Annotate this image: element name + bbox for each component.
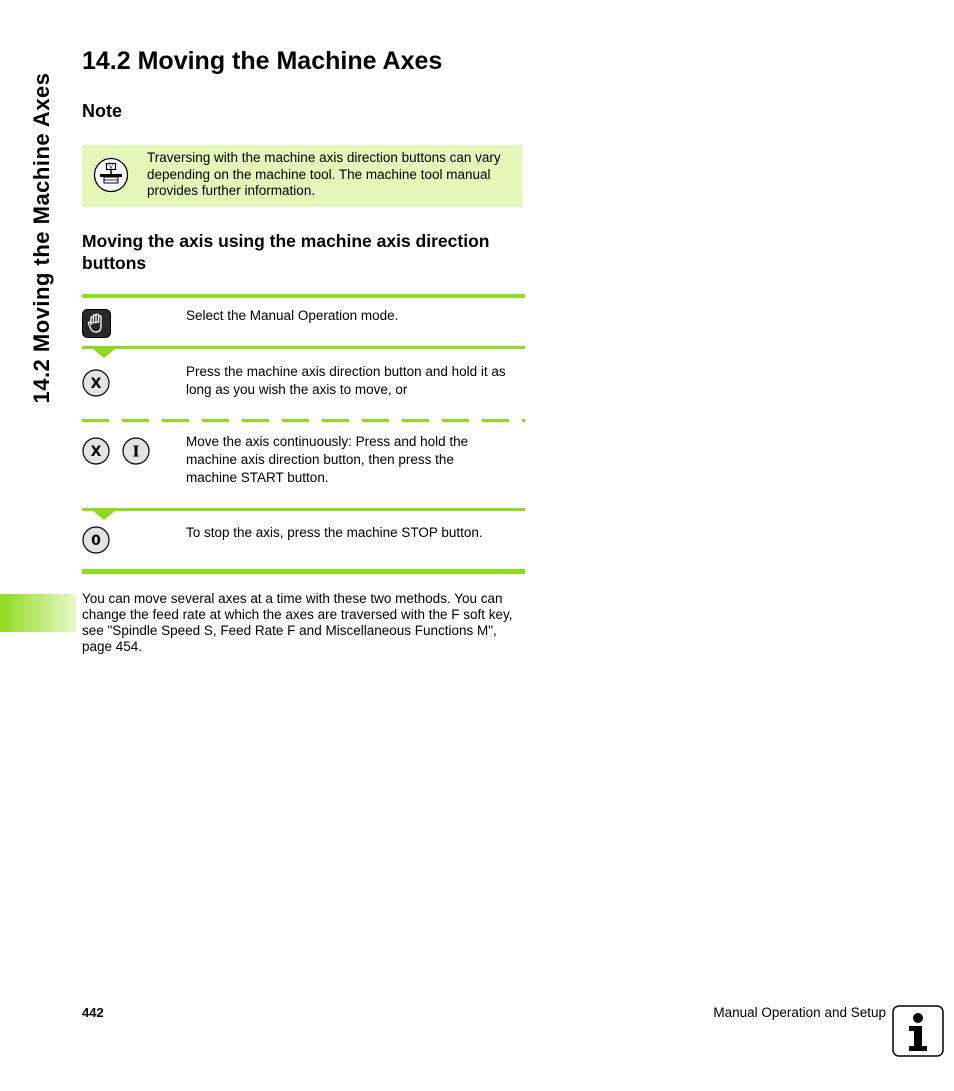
hand-icon — [82, 309, 111, 338]
info-icon — [892, 1005, 944, 1057]
svg-text:0: 0 — [91, 533, 101, 549]
note-heading: Note — [82, 101, 122, 121]
step-1-text: Select the Manual Operation mode. — [186, 308, 399, 323]
step-divider — [82, 569, 525, 574]
chapter-tab — [0, 594, 76, 632]
step-divider — [82, 294, 525, 298]
step-2-text: Press the machine axis direction button and hold it as long as you wish the axis to move, or — [186, 364, 506, 397]
body-paragraph: You can move several axes at a time with these two methods. You can change the feed rate at which the axes are traversed with the F soft key, see "Spindle Speed S, Feed Rate F and Miscellaneous Functions M", page 454. — [82, 591, 513, 654]
side-title-text: 14.2 Moving the Machine Axes — [29, 72, 54, 404]
x-key-icon — [82, 369, 110, 397]
svg-text:X: X — [90, 376, 102, 392]
section-heading: Moving the axis using the machine axis direction buttons — [82, 231, 490, 273]
note-text: Traversing with the machine axis direction buttons can vary depending on the machine tool. The machine tool manual provides further information. — [147, 150, 501, 198]
dashed-divider — [82, 419, 525, 422]
step-divider — [82, 346, 525, 349]
side-title — [26, 50, 58, 426]
start-key-icon — [122, 437, 150, 465]
page-number: 442 — [82, 1005, 104, 1020]
svg-text:V: V — [109, 164, 113, 171]
step-4-text: To stop the axis, press the machine STOP button. — [186, 525, 483, 540]
svg-text:X: X — [90, 444, 102, 460]
page-title: 14.2 Moving the Machine Axes — [82, 47, 443, 75]
machine-tool-icon — [93, 157, 129, 193]
svg-text:I: I — [132, 442, 140, 461]
step-arrow — [93, 511, 115, 520]
stop-key-icon — [82, 526, 110, 554]
step-3-text: Move the axis continuously: Press and hold the machine axis direction button, then press the machine START button. — [186, 434, 469, 485]
step-divider — [82, 508, 525, 511]
footer-section: Manual Operation and Setup — [713, 1005, 886, 1020]
note-box — [82, 145, 522, 207]
step-arrow — [93, 349, 115, 358]
x-key-icon — [82, 437, 110, 465]
